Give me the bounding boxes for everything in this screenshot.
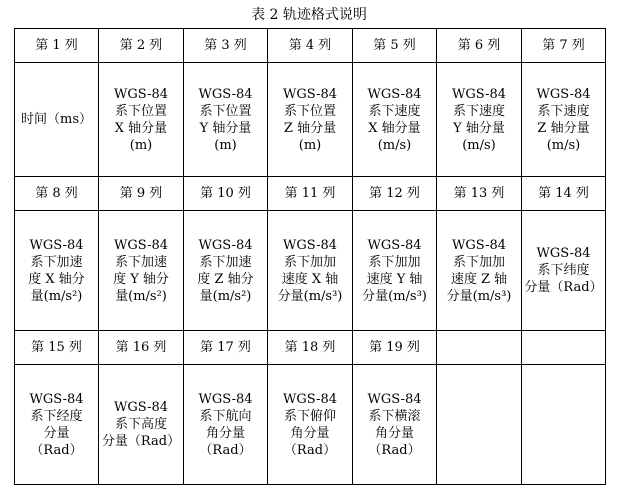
column-header: 第 18 列 [268, 331, 353, 365]
header-row-1 [15, 29, 606, 63]
column-header: 第 6 列 [437, 29, 522, 63]
column-description: 时间（ms） [15, 63, 99, 177]
column-description: WGS-84 系下高度 分量（Rad） [99, 365, 184, 485]
column-description: WGS-84 系下速度 Y 轴分量 (m/s) [437, 63, 522, 177]
column-description: WGS-84 系下加速 度 Y 轴分 量(m/s²) [99, 211, 184, 331]
header-row-2 [15, 177, 606, 211]
column-description: WGS-84 系下纬度 分量（Rad） [522, 211, 606, 331]
column-header: 第 16 列 [99, 331, 184, 365]
column-header: 第 15 列 [15, 331, 99, 365]
empty-cell [437, 331, 522, 365]
column-header: 第 13 列 [437, 177, 522, 211]
column-description: WGS-84 系下经度 分量 （Rad） [15, 365, 99, 485]
column-header: 第 9 列 [99, 177, 184, 211]
column-description: WGS-84 系下俯仰 角分量 （Rad） [268, 365, 353, 485]
column-header: 第 7 列 [522, 29, 606, 63]
column-description: WGS-84 系下速度 X 轴分量 (m/s) [353, 63, 437, 177]
column-header: 第 2 列 [99, 29, 184, 63]
column-header: 第 8 列 [15, 177, 99, 211]
column-description: WGS-84 系下速度 Z 轴分量 (m/s) [522, 63, 606, 177]
track-format-table [14, 28, 606, 485]
column-header: 第 12 列 [353, 177, 437, 211]
column-header: 第 5 列 [353, 29, 437, 63]
column-description: WGS-84 系下位置 Z 轴分量 (m) [268, 63, 353, 177]
column-header: 第 3 列 [184, 29, 268, 63]
column-description: WGS-84 系下位置 X 轴分量 (m) [99, 63, 184, 177]
column-description: WGS-84 系下加加 速度 X 轴 分量(m/s³) [268, 211, 353, 331]
column-header: 第 4 列 [268, 29, 353, 63]
column-description: WGS-84 系下加速 度 X 轴分 量(m/s²) [15, 211, 99, 331]
column-header: 第 14 列 [522, 177, 606, 211]
empty-cell [522, 331, 606, 365]
column-header: 第 17 列 [184, 331, 268, 365]
column-description: WGS-84 系下位置 Y 轴分量 (m) [184, 63, 268, 177]
column-description: WGS-84 系下加加 速度 Y 轴 分量(m/s³) [353, 211, 437, 331]
column-header: 第 11 列 [268, 177, 353, 211]
column-header: 第 1 列 [15, 29, 99, 63]
column-description: WGS-84 系下加加 速度 Z 轴 分量(m/s³) [437, 211, 522, 331]
column-header: 第 19 列 [353, 331, 437, 365]
column-description: WGS-84 系下加速 度 Z 轴分 量(m/s²) [184, 211, 268, 331]
description-row-1 [15, 63, 606, 177]
table-caption: 表 2 轨迹格式说明 [251, 7, 367, 23]
description-row-2 [15, 211, 606, 331]
column-description: WGS-84 系下航向 角分量 （Rad） [184, 365, 268, 485]
empty-cell [437, 365, 522, 485]
empty-cell [522, 365, 606, 485]
column-description: WGS-84 系下横滚 角分量 （Rad） [353, 365, 437, 485]
header-row-3 [15, 331, 606, 365]
description-row-3 [15, 365, 606, 485]
column-header: 第 10 列 [184, 177, 268, 211]
